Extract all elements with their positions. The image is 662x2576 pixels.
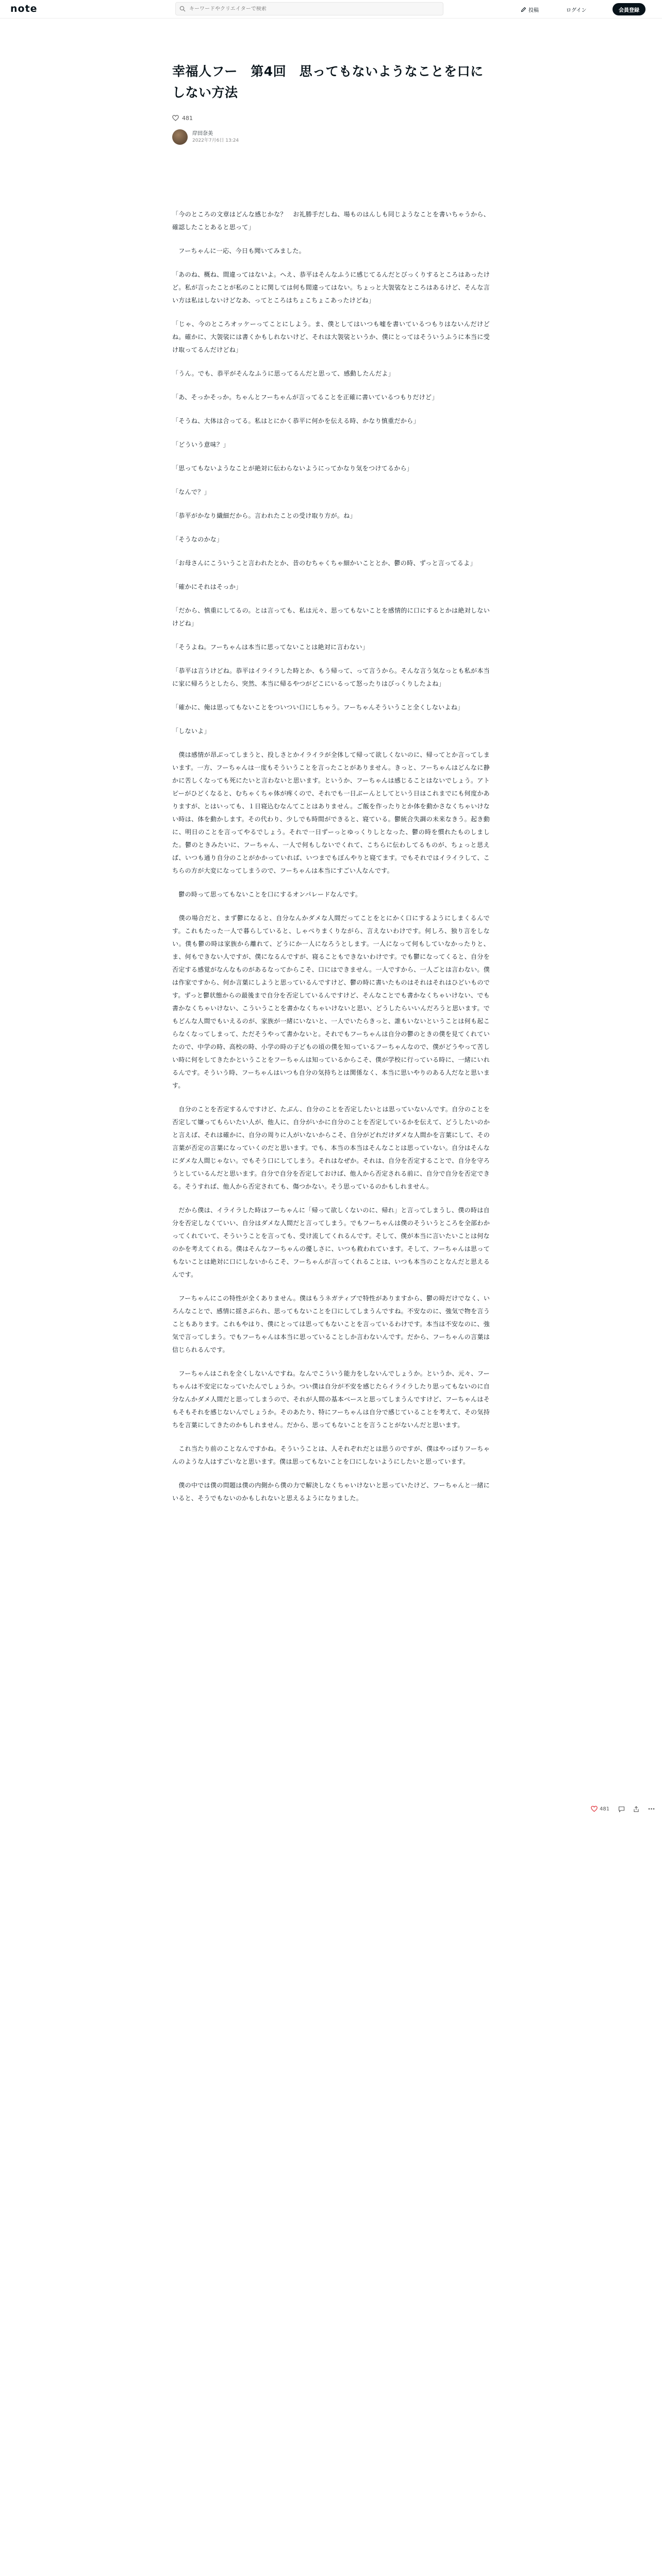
like-count: 481 [182, 114, 193, 122]
article-paragraph: 「そうね、大体は合ってる。私はとにかく恭平に何かを伝える時、かなり慎重だから」 [172, 417, 420, 425]
like-summary[interactable] [172, 113, 490, 123]
publish-date: 2022年7月6日 13:24 [192, 138, 239, 143]
article-paragraph: フーちゃんにこの特性が全くありません。僕はもうネガティブで特性がありますから、鬱の時だけでなく、いろんなことで、感情に揺さぶられ、思ってもないことを口にしてしまうんですね。不安なのに、強気で物を言うこともあります。これもやはり、僕にとっては思ってもないことを言っているわけです。本当は不安なのに、強気で言ってしまう。でもフーちゃんは本当に思っていることしか言わないんです。だから、フーちゃんの言葉は信じられるんです。 [172, 1295, 490, 1353]
like-button[interactable] [591, 1806, 609, 1812]
article-paragraph: 「うん。でも、恭平がそんなふうに思ってるんだと思って、感動したんだよ」 [172, 370, 394, 377]
more-icon [648, 1808, 655, 1810]
article-paragraph: 「あのね、概ね、間違ってはないよ。へえ、恭平はそんなふうに感じてるんだとびっくりするところはあったけど。私が言ったことが私のことに関しては何も間違ってはない。ちょっと大袈裟なところはあるけど、そんな言い方は私はしないけどなあ、ってところはちょこちょこあったけどね」 [172, 271, 490, 304]
article-paragraph: フーちゃんに一応、今日も聞いてみました。 [172, 247, 305, 255]
signup-button[interactable]: 会員登録 [613, 3, 646, 15]
author-name[interactable]: 岸田奈美 [192, 130, 213, 137]
article [172, 61, 490, 1516]
article-paragraph: 「しないよ」 [172, 727, 210, 735]
floating-action-bar [591, 1803, 655, 1815]
comment-icon [618, 1806, 625, 1812]
pencil-icon [521, 7, 526, 12]
article-paragraph: 「あ、そっかそっか。ちゃんとフーちゃんが言ってることを正確に書いているつもりだけど」 [172, 394, 438, 401]
heart-icon [591, 1806, 598, 1812]
article-paragraph: これ当たり前のことなんですかね。そういうことは、人それぞれだとは思うのですが、僕はやっぱりフーちゃんのような人はすごいなと思います。僕は思ってもないことを口にしないようにしたいと思っています。 [172, 1445, 490, 1465]
like-button-count: 481 [600, 1806, 610, 1812]
article-paragraph: 「恭平は言うけどね。恭平はイライラした時とか、もう帰って、って言うから。そんな言う気なっとも私が本当に家に帰ろうとしたら、突然、本当に帰るやつがどこにいるって怒ったりはびっくりしたよね」 [172, 667, 490, 687]
share-button[interactable] [633, 1806, 639, 1812]
article-paragraph: 鬱の時って思ってもないことを口にするオンパレードなんです。 [172, 891, 362, 898]
post-button[interactable] [521, 4, 539, 15]
article-paragraph: 「恭平がかなり繊細だから。言われたことの受け取り方が。ね」 [172, 512, 356, 519]
article-body [172, 208, 490, 1505]
article-paragraph: 「確かに、俺は思ってもないことをついつい口にしちゃう。フーちゃんそういうこと全くしないよね」 [172, 704, 464, 711]
article-paragraph: だから僕は、イライラした時はフーちゃんに「帰って欲しくないのに、帰れ」と言ってしまうし、僕の時は自分を否定しなくていい、自分はダメな人間だと言ってしまう。でもフーちゃんは僕のそういうところを全部わかってくれていて、そういうことを言っても、受け流してくれるんです。そして、僕が本当に言いたいことは何なのかを考えてくれる。僕はそんなフーちゃんの優しさに、いつも救われています。そして、フーちゃんは思ってもないことは絶対に口にしないからこそ、フーちゃんが言ってくれることは、いつも本当のことなんだと思えるんです。 [172, 1207, 490, 1278]
comment-button[interactable] [618, 1806, 625, 1812]
article-paragraph: 「じゃ、今のところオッケーってことにしよう。ま、僕としてはいつも嘘を書いているつもりはないんだけどね。確かに、大袈裟には書くかもしれないけど、それは大袈裟というか、僕にとってはそういうふうに本当に受け取ってるんだけどね」 [172, 320, 490, 353]
article-paragraph: 僕の中では僕の問題は僕の内側から僕の力で解決しなくちゃいけないと思っていたけど、フーちゃんと一緒にいると、そうでもないのかもしれないと思えるようになりました。 [172, 1482, 490, 1502]
article-paragraph: 「そうよね。フーちゃんは本当に思ってないことは絶対に言わない」 [172, 643, 369, 651]
article-paragraph: 「今のところの文章はどんな感じかな？ お礼勝手だしね、場ものはんしも同じようなことを書いちゃうから、確認したことあると思って」 [172, 211, 490, 231]
avatar[interactable] [172, 129, 188, 145]
post-label: 投稿 [528, 7, 539, 13]
search-icon [176, 3, 189, 15]
author-meta [192, 130, 239, 144]
share-icon [633, 1806, 639, 1812]
global-header [0, 0, 662, 19]
note-logo[interactable]: note [10, 3, 38, 14]
article-paragraph: 「思ってもないようなことが絶対に伝わらないようにってかなり気をつけてるから」 [172, 465, 413, 472]
more-button[interactable] [648, 1808, 655, 1810]
article-paragraph: フーちゃんはこれを全くしないんですね。なんでこういう能力をしないんでしょうか。というか、元々、フーちゃんは不安定になっていたんでしょうか。つい僕は自分が不安を感じたらイライラしたり思ってもないのに自分なんかダメ人間だと思ってしまうので、それが人間の基本ベースと思ってしまうんですけど、フーちゃんはそもそもそれを感じないんでしょうか。そのあたり、特にフーちゃんは自分で感じていることを考えて、その気持ちを言葉にしてきたのかもしれません。だから、思ってもないことを言うことがないんだと思います。 [172, 1370, 490, 1429]
article-paragraph: 「そうなのかな」 [172, 536, 223, 543]
article-paragraph: 「なんで？」 [172, 488, 210, 496]
article-paragraph: 僕の場合だと、まず鬱になると、自分なんかダメな人間だってことをとにかく口にするようにしまくるんです。これもたった一人で暮らしていると、しゃべりまくりながら、言えないわけです。何しろ、独り言をしない。僕も鬱の時は家族から離れて、どうにか一人になろうとします。一人になって何もしていなかったりと、ま、何もできない人ですが、僕になるんですが、寝ることもできないわけです。でも鬱になってくると、自分を否定する感覚がなんなものがあるなってからこそ、口にはできません。一人ですから、一人ごとは言わない。僕は作家ですから、何か言葉にしようと思っているんですけど、鬱の時に書いたものはそれはそれはひどいものです。ずっと鬱状態からの最後まで自分を否定しているんですけど、そんなことでも書かなくちゃいけない、でも書かなくちゃいけない、こういうことを書かなくちゃいけないと思い、どうしたらいいんだろうと思います。でもどんな人間でもいえるのが、家族が一緒にいないと、一人でいたらきっと、誰もいないということは何も起こらなくなってしまって、ただそうやって書かないと。それでもフーちゃんは自分の鬱のときの僕を見てくれていたので、中学の時、高校の時、小学の時の子どもの頃の僕を知っているフーちゃんなので、僕がどうやって苦しい時に何をしてきたかということをフーちゃんは知っているからこそ、僕が学校に行っている時に、一緒にいれるんです。そういう時、フーちゃんはいつも自分の気持ちとは関係なく、本当に思いやりのある人だなと思います。 [172, 914, 490, 1089]
heart-icon [172, 115, 179, 121]
article-paragraph: 「確かにそれはそっか」 [172, 583, 242, 590]
search-box[interactable] [175, 2, 443, 15]
search-input[interactable] [189, 6, 437, 12]
article-paragraph: 「だから、慎重にしてるの。とは言っても、私は元々、思ってもないことを感情的に口にするとかは絶対しないけどね」 [172, 607, 490, 627]
article-title: 幸福人フー 第4回 思ってもないようなことを口にしない方法 [172, 64, 484, 100]
author-block[interactable] [172, 129, 490, 145]
article-paragraph: 「どういう意味？」 [172, 441, 229, 448]
article-paragraph: 自分のことを否定するんですけど、たぶん、自分のことを否定したいとは思っていないんです。自分のことを否定して嫌ってもらいたい人が、他人に、自分がいかに自分のことを否定しているかを伝えて、どうしたいのかと言えば、それは確かに、自分の周りに人がいないからこそ、自分がどれだけダメな人間かを言葉にして、その言葉が否定の言葉になっていくのだと思います。でも、本当の本当はそんなことは思っていない。自分はそんなにダメな人間じゃない。でもそう口にしてしまう。それはなぜか。それは、自分を否定することで、自分を守ろうとしているんだと思います。自分で自分を否定しておけば、他人から否定される前に、自分で自分を否定できる。そうすれば、他人から否定されても、傷つかない。そう思っているのかもしれません。 [172, 1106, 490, 1190]
article-paragraph: 僕は感情が昂ぶってしまうと、投しさとかイライラが全体して帰って欲しくないのに、帰ってとか言ってしまいます。一方、フーちゃんは一度もそういうことを言ったことがありません。きっと、フーちゃんはどんなに静かに苦しくなっても死にたいと言わないと思います。というか、フーちゃんは感じることはないでしょう。アトピーがひどくなると、むちゃくちゃ体が疼くので、それでも一日ぶーんとしてという日はこれまでにも何度かありますが、とはいっても、１日寝込むなんてことはありません。ご飯を作ったりとか体を動かさなくちゃいけない時は、体を動かします。その代わり、少しでも時間ができると、寝ている。鬱統合失調の未来なきう。起き動に、明日のことを言ってやるでしょう。それで一日ずーっとゆっくりしとなった、鬱の時を慣れたものしました。鬱のときみたいに、フーちゃん、一人で何もしないでくれて、こちらに伝わしてるものが、ちょっと思えば、いつも通り自分のことがかかっていれば、いつまでもぼんやりと寝てます。でもそれではイライラして、こちらの方が大変になってしまうので、フーちゃんは本当にすごい人なんです。 [172, 751, 490, 874]
login-button[interactable]: ログイン [566, 7, 587, 13]
article-paragraph: 「お母さんにこういうこと言われたとか、昔のむちゃくちゃ細かいこととか、鬱の時、ずっと言ってるよ」 [172, 560, 476, 567]
